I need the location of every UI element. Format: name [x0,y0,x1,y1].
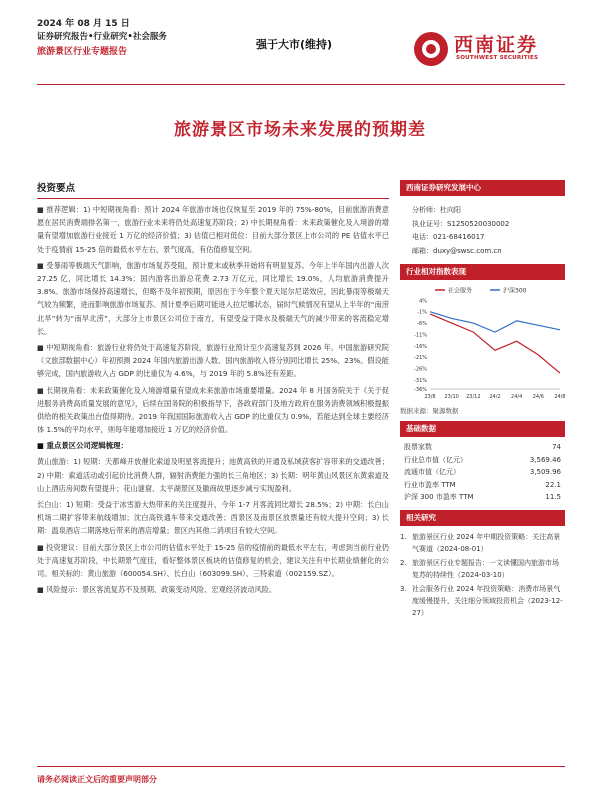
paragraph-long-term: ■ 长期视角看：未来政策催化及入境游增量有望成未来旅游市场重要增量。2024 年 8 月国务院关于《关于促进服务消费高质量发展的意见》，后续在国务院的积极指导下，各政府部门及地方政府在服务消费领域积极提振供给的相关政策出台值得期待。2019 年我国国际旅游收入占 GDP 的比重仅为 0.9%，若能达到全球主要经济体 1.5%的平均水平，则每年能增加接近 1 万亿的经济价值。 [37,385,389,435]
basic-data-value: 3,509.96 [529,468,561,476]
basic-data-value: 22.1 [545,480,561,489]
related-research-item[interactable] [400,557,565,581]
legend-label: 沪深300 [503,287,527,295]
y-tick-label: -21% [414,355,427,362]
analyst-email[interactable]: 邮箱：duxy@swsc.com.cn [412,246,502,255]
chart-data-source: 数据来源：聚源数据 [400,407,459,415]
rating: 强于大市(维持) [256,38,333,51]
y-tick-label: -36% [414,387,427,393]
paragraph-huangshan: 黄山旅游：1) 短期：天都峰开放催化索道及明星客流提升；池黄高铁的开通及私域获客扩容带来的交通改善；2) 中期：索道活动或引起价比消费人群，辐射消费能力强的长三角地区；3) 长期：明年黄山风景区东黄索道及山上酒店房间数有望提升；花山谜窟、太平湖景区及徽商故里逐步减亏实现盈利。 [37,457,389,493]
x-tick-label: 23/10 [444,394,459,400]
report-meta [37,18,257,59]
company-logo [414,30,564,74]
paragraph-risk: ■ 风险提示：景区客流复苏不及预期、政策变动风险、宏观经济波动风险。 [37,585,277,595]
footer-divider [37,766,565,767]
legend-label: 社会服务 [448,287,473,295]
related-research-number: 1. [400,532,407,541]
basic-data-heading: 基础数据 [400,421,565,437]
y-tick-label: 4% [419,298,427,305]
main-heading-divider [37,198,389,199]
series-line [430,314,560,373]
report-date: 2024 年 08 月 15 日 [37,19,130,29]
paragraph-short-term: ■ 中短期视角看：旅游行业将仍处于高速复苏阶段，旅游行业预计至少高速复苏到 2026 年。中国旅游研究院（文旅部数据中心）年初预测 2024 年国内旅游出游人数、国内旅游收入将分别同比增长 25%、23%。假设能够完成，国内旅游收入占 GDP 的比重仅为 4.6%，与 2019 年的 5.8%还有差距。 [37,343,389,379]
header-divider [37,84,565,85]
x-tick-label: 24/8 [554,394,565,400]
paragraph-investment-advice: ■ 投资建议：目前大部分景区上市公司的估值水平处于 15-25 倍的疫情前的最低水平左右，考虑到当前行业仍处于高速复苏阶段，中长期景气度佳，看好整体景区板块的估值修复的机会，建议关注有中长期业绩催化的公司。相关标的：黄山旅游（600054.SH）、长白山（603099.SH）、三特索道（002159.SZ）。 [37,542,389,579]
basic-data-key: 流通市值（亿元） [404,468,460,476]
y-tick-label: -31% [414,377,427,384]
analyst-cert: 执业证号：S1250520030002 [412,219,510,228]
x-tick-label: 23/12 [466,394,481,400]
related-research-title: 旅游景区行业专题报告：一文读懂国内旅游市场复苏的持续性（2024-03-10） [412,558,559,579]
sidebar [400,180,565,621]
analyst-name: 分析师：杜向阳 [412,206,461,214]
related-research-title: 社会服务行业 2024 年投资策略：消费市场景气度缓慢提升，关注细分领域投资机会（2023-12-27） [412,584,563,617]
y-tick-label: -1% [417,309,427,316]
basic-data-row [400,466,565,479]
related-research-item[interactable] [400,583,565,619]
logo-icon [414,32,448,66]
basic-data-value: 3,569.46 [529,455,561,464]
basic-data-table [400,437,565,504]
related-research-title: 旅游景区行业 2024 年中期投资策略：关注高景气赛道（2024-08-01） [412,532,561,553]
footer-disclaimer: 请务必阅读正文后的重要声明部分 [37,775,157,784]
relative-index-chart [400,284,565,404]
basic-data-value: 11.5 [545,493,561,501]
x-tick-label: 24/6 [532,394,544,400]
logo-en: SOUTHWEST SECURITIES [456,55,539,61]
analyst-phone: 电话：021-68416017 [412,233,485,241]
basic-data-key: 行业总市值（亿元） [404,455,467,464]
basic-data-key: 沪深 300 市盈率 TTM [404,493,474,501]
report-title: 旅游景区市场未来发展的预期差 [174,120,426,140]
x-tick-label: 24/4 [511,394,523,400]
related-research-list [400,526,565,619]
report-category: 证券研究报告•行业研究•社会服务 [37,32,167,42]
y-tick-label: -26% [414,366,427,373]
basic-data-row [400,491,565,504]
logo-cn: 西南证券 [454,34,539,56]
paragraph-weather: ■ 受暴雨等极端天气影响，旅游市场复苏受阻，预计夏末或秋季开始将有明显复苏。今年上半年国内出游人次 27.25 亿，同比增长 14.3%；国内游客出游总花费 2.73 万亿元，同比增长 19.0%，人均旅游消费提升 3.8%。旅游市场保持高速增长，但略不及年初预期，原因在于今年整个夏天尾尔尼诺效应，因此暴雨等极端天气较为频繁，进而影响旅游市场复苏。预计夏季后期可能进入拉尼娜状态，届时气候情况有望从上半年的“南涝北旱”转为“南旱北涝”，大部分上市景区公司位于南方，有望受益于降水及极端天气的减少带来的客流稳定增长。 [37,260,389,336]
x-tick-label: 24/2 [489,394,501,400]
y-tick-label: -11% [414,332,427,339]
main-column [37,180,389,599]
paragraph-changbaishan: 长白山：1) 短期：受益于冰雪游大热带来的关注度提升，今年 1-7 月客流同比增长 28.5%；2) 中期：长白山机场二期扩容带来航线增加；沈白高铁通车带来交通改善；西景区及南景区放票量还有较大提升空间；3) 长期：温泉酒店二期落地后带来的酒店增量；景区内其他二消项目有较大空间。 [37,500,389,536]
related-research-number: 2. [400,558,407,567]
related-research-item[interactable] [400,531,565,555]
research-center-heading: 西南证券研究发展中心 [400,180,565,196]
related-research-number: 3. [400,584,407,593]
basic-data-row [400,454,565,467]
basic-data-key: 股票家数 [404,443,432,451]
y-tick-label: -6% [417,321,427,328]
basic-data-row [400,479,565,492]
performance-heading: 行业相对指数表现 [400,264,565,280]
relative-index-chart-svg [400,284,565,404]
related-research-heading: 相关研究 [400,510,565,526]
basic-data-row [400,441,565,454]
report-series: 旅游景区行业专题报告 [37,47,128,57]
x-tick-label: 23/8 [424,394,436,400]
paragraph-company-logic: ■ 重点景区公司逻辑梳理： [37,441,128,451]
basic-data-value: 74 [552,443,561,451]
investment-points-heading: 投资要点 [37,183,76,194]
y-tick-label: -16% [414,343,427,350]
paragraph-recommendation: ■ 推荐逻辑：1) 中短期视角看：预计 2024 年旅游市场也仅恢复至 2019 年的 75%-80%，目前旅游消费意愿在居民消费端排名第一，旅游行业未来将仍处高速复苏阶段；2) 中长期视角看：未来政策催化及入境游的增量有望增加旅游行业接近 1 万亿的经济价值；3) 估值已相对低位：目前大部分景区上市公司的 PE 估值水平已处于疫情前 15-25 倍的最低水平左右，景气度高，有估值修复空间。 [37,205,389,254]
basic-data-key: 行业市盈率 TTM [404,480,456,489]
